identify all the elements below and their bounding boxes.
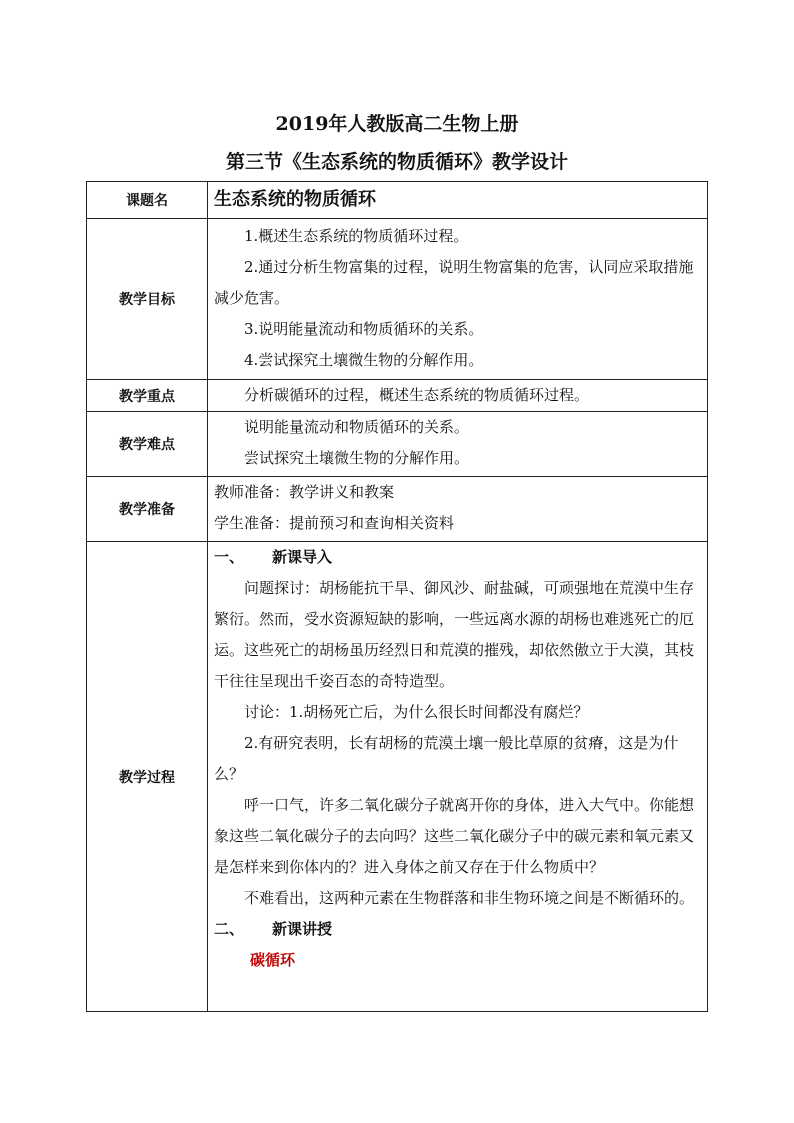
key-text: 分析碳循环的过程，概述生态系统的物质循环过程。 [244,386,590,404]
table-row [87,380,708,412]
paragraph: 问题探讨：胡杨能抗干旱、御风沙、耐盐碱，可顽强地在荒漠中生存繁衍。然而，受水资源短缺的影响，一些远离水源的胡杨也难逃死亡的厄运。这些死亡的胡杨虽历经烈日和荒漠的摧残，却依然傲立于大漠，其枝干往往呈现出千姿百态的奇特造型。 [214,579,695,690]
prep-item: 学生准备：提前预习和查询相关资料 [214,514,455,532]
paragraph: 不难看出，这两种元素在生物群落和非生物环境之间是不断循环的。 [244,889,695,907]
difficult-item: 说明能量流动和物质循环的关系。 [244,418,470,436]
paragraph: 2.有研究表明，长有胡杨的荒漠土壤一般比草原的贫瘠，这是为什么？ [214,734,679,783]
row-content-process [208,542,708,1012]
lesson-plan-table [86,181,708,1012]
topic-value: 生态系统的物质循环 [214,189,376,210]
document-subtitle: 第三节《生态系统的物质循环》教学设计 [225,151,568,173]
row-label-process: 教学过程 [87,542,208,1012]
paragraph: 呼一口气，许多二氧化碳分子就离开你的身体，进入大气中。你能想象这些二氧化碳分子的去向吗？这些二氧化碳分子中的碳元素和氧元素又是怎样来到你体内的？进入身体之前又存在于什么物质中？ [214,796,695,876]
table-row [87,219,708,380]
row-label-difficult: 教学难点 [87,412,208,477]
row-content-goals [208,219,708,380]
goal-item: 3.说明能量流动和物质循环的关系。 [244,320,484,338]
section-title: 新课讲授 [272,920,333,938]
subheading-carbon-cycle: 碳循环 [250,951,296,969]
row-label-prep: 教学准备 [87,477,208,542]
table-row [87,182,708,219]
table-row [87,477,708,542]
row-label-goals: 教学目标 [87,219,208,380]
goal-item: 2.通过分析生物富集的过程，说明生物富集的危害，认同应采取措施减少危害。 [214,258,694,307]
row-content-key [208,380,708,412]
goal-item: 4.尝试探究土壤微生物的分解作用。 [244,351,484,369]
section-heading [214,542,701,573]
row-label-key: 教学重点 [87,380,208,412]
prep-item: 教师准备：教学讲义和教案 [214,483,395,501]
row-content-difficult [208,412,708,477]
section-heading [214,914,701,945]
row-content-topic [208,182,708,219]
goal-item: 1.概述生态系统的物质循环过程。 [244,227,469,245]
table-row [87,542,708,1012]
paragraph: 讨论：1.胡杨死亡后，为什么很长时间都没有腐烂？ [244,703,589,721]
row-content-prep [208,477,708,542]
section-number: 二、 [214,920,245,938]
section-title: 新课导入 [272,548,333,566]
document-title: 2019年人教版高二生物上册 [275,113,519,135]
section-number: 一、 [214,548,245,566]
table-row [87,412,708,477]
row-label-topic: 课题名 [87,182,208,219]
difficult-item: 尝试探究土壤微生物的分解作用。 [244,449,470,467]
